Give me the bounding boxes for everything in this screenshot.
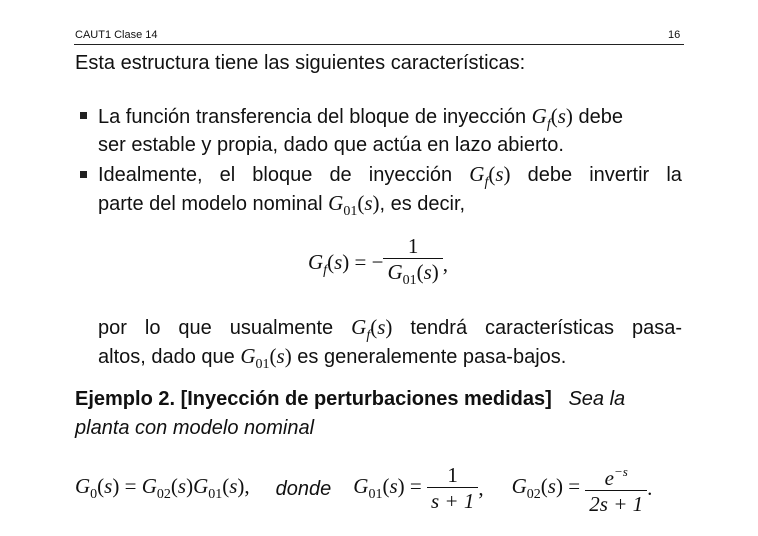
bullet-marker — [80, 112, 87, 119]
word: bloque — [252, 164, 313, 186]
equation-gf: $G_f(s)$ = − $\frac{1}{G_{01}(s)}$ , — [308, 234, 448, 294]
equation-g0: $G_0(s) = G_{02}(s)G_{01}(s)$, donde $G_{01}(s)$ = $\frac{1}{s + 1}$ , $G_{02}(s)$ = $\frac{e^{-s}}{2s + 1}$ . — [75, 460, 652, 517]
g02-exponent: −s — [613, 464, 628, 479]
g01-s: $G_{01}(s)$ — [328, 191, 380, 219]
gf-s: $G_f(s)$ — [351, 315, 393, 343]
para-line2 — [98, 343, 566, 378]
g02-numerator: $e^{-s}$ — [604, 464, 628, 490]
word: invertir — [589, 164, 650, 186]
g02-fraction — [585, 460, 647, 517]
page-number: 16 — [668, 29, 681, 41]
bullet2-line2 — [98, 190, 465, 225]
g01-numerator: 1 — [447, 463, 458, 487]
g01-denominator: s + 1 — [427, 487, 478, 514]
gf-s: $G_f(s)$ — [531, 104, 573, 132]
example-line2: planta con modelo nominal — [75, 417, 315, 439]
word: Idealmente, — [98, 164, 203, 186]
para-text: altos, dado que — [98, 346, 235, 368]
example-title: Ejemplo 2. [Inyección de perturbaciones medidas] — [75, 388, 552, 410]
word: pasa- — [631, 317, 682, 339]
fraction-numerator: 1 — [407, 234, 419, 258]
para-text-end: es generalemente pasa-bajos. — [297, 346, 567, 368]
g01-s: $G_{01}(s)$ — [240, 344, 292, 372]
fraction-denominator: $G_{01}(s)$ — [383, 258, 442, 294]
g02-denominator: 2s + 1 — [585, 490, 647, 517]
word: inyección — [368, 164, 453, 186]
header-title: CAUT1 Clase 14 — [75, 29, 158, 41]
word: usualmente — [229, 317, 334, 339]
donde-label: donde — [275, 477, 332, 500]
word: lo — [144, 317, 161, 339]
word: características — [485, 317, 614, 339]
word: por — [98, 317, 127, 339]
example-text: Sea la — [568, 388, 626, 410]
word: el — [219, 164, 236, 186]
g01-fraction — [427, 463, 478, 514]
bullet1-text: La función transferencia del bloque de inyección — [98, 106, 527, 128]
word: de — [329, 164, 352, 186]
bullet-marker — [80, 171, 87, 178]
word: la — [666, 164, 682, 186]
bullet2-text-end: , es decir, — [379, 193, 466, 215]
bullet1-line2: ser estable y propia, dado que actúa en lazo abierto. — [98, 134, 564, 156]
equation-fraction — [383, 234, 442, 294]
header-rule — [74, 44, 684, 45]
bullet1-text-end: debe — [578, 106, 623, 128]
gf-s: $G_f(s)$ — [469, 162, 511, 190]
bullet2-text: parte del modelo nominal — [98, 193, 323, 215]
word: que — [178, 317, 212, 339]
intro-text: Esta estructura tiene las siguientes características: — [75, 52, 526, 74]
word: tendrá — [410, 317, 468, 339]
word: debe — [527, 164, 573, 186]
example-line1 — [75, 386, 625, 412]
